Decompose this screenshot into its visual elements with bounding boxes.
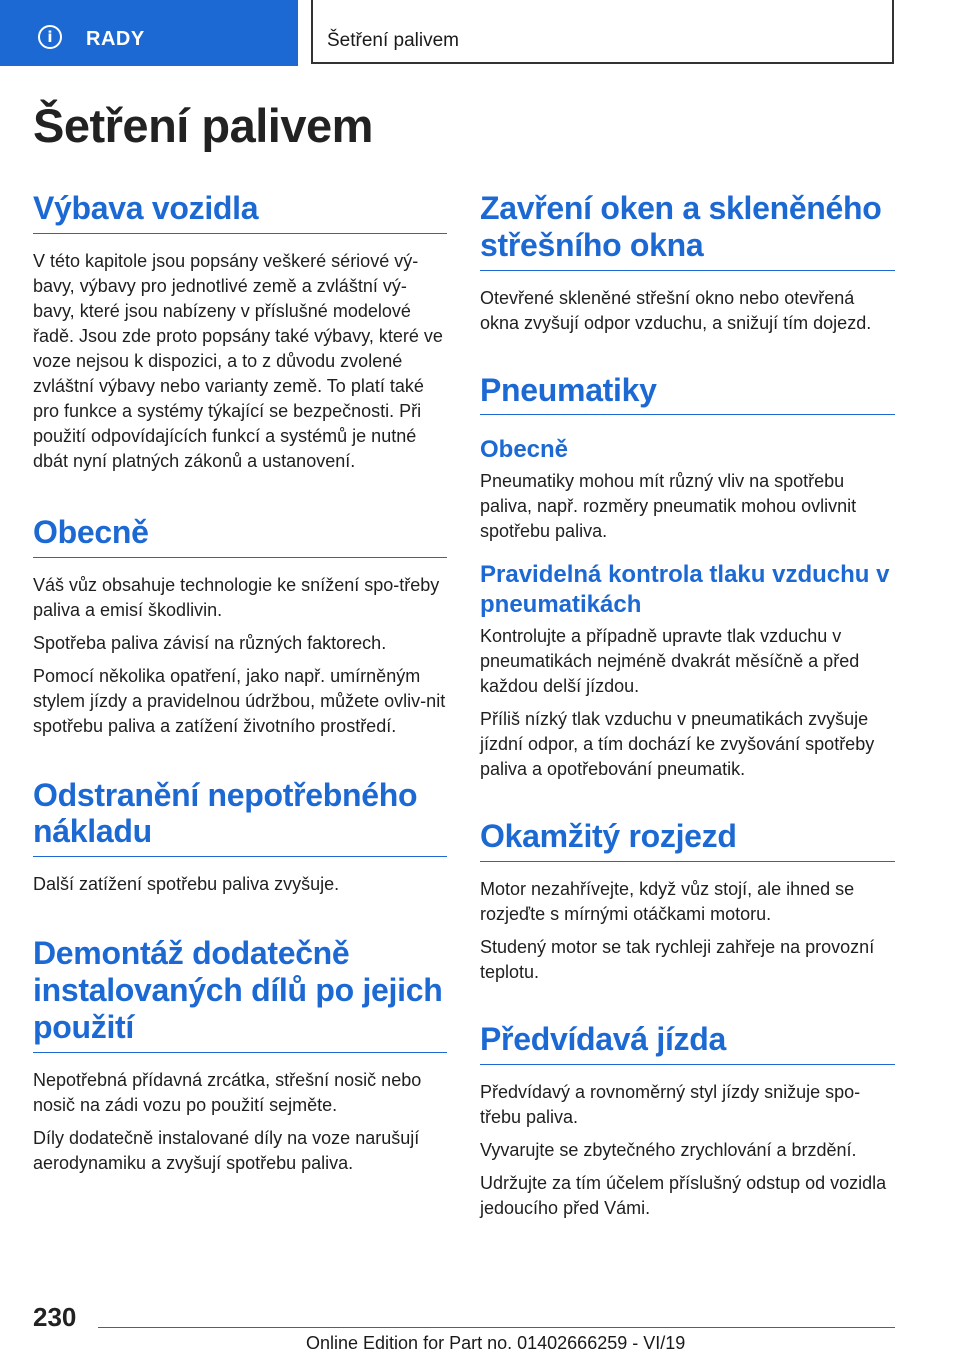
paragraph: Studený motor se tak rychleji zahřeje na provozní teplotu. — [480, 937, 875, 983]
left-column — [33, 190, 447, 1176]
section-title-box — [311, 0, 894, 64]
paragraph: Další zatížení spotřebu paliva zvyšuje. — [33, 874, 340, 895]
heading-okamzity-rozjezd: Okamžitý rozjezd — [480, 818, 895, 862]
paragraph: Předvídavý a rovnoměrný styl jízdy snižuje spo-třebu paliva. — [480, 1081, 861, 1127]
paragraph: Příliš nízký tlak vzduchu v pneumatikách zvyšuje jízdní odpor, a tím dochází ke zvyšování spotřeby paliva a opotřebování pneumatik. — [480, 709, 875, 780]
page-title: Šetření palivem — [33, 99, 373, 152]
paragraph: Udržujte za tím účelem příslušný odstup od vozidla jedoucího před Vámi. — [480, 1172, 887, 1218]
paragraph: V této kapitole jsou popsány veškeré sériové vý-bavy, výbavy pro jednotlivé země a zvláštní vý-bavy, které jsou nabízeny v příslušné modelové řadě. Jsou zde proto popsány také výbavy, které ve voze nejsou k dispozici, a to z důvodu zvolené zvláštní výbavy nebo varianty země. To platí také pro funkce a systémy týkající se bezpečnosti. Při použití odpovídajících funkcí a systémů je nutné dbát nyní platných zákonů a ustanovení. — [33, 250, 443, 471]
paragraph: Díly dodatečně instalované díly na voze narušují aerodynamiku a zvyšují spotřebu paliva. — [33, 1127, 420, 1173]
paragraph: Otevřené skleněné střešní okno nebo otevřená okna zvyšují odpor vzduchu, a snižují tím dojezd. — [480, 287, 872, 333]
footer-edition-text: Online Edition for Part no. 01402666259 - VI/19 — [306, 1333, 686, 1353]
chapter-tab[interactable] — [0, 0, 298, 66]
paragraph: Spotřeba paliva závisí na různých faktorech. — [33, 632, 387, 653]
heading-demontaz-dilu: Demontáž dodatečně instalovaných dílů po jejich použití — [33, 935, 447, 1052]
right-column — [480, 190, 895, 1221]
subheading-kontrola-tlaku: Pravidelná kontrola tlaku vzduchu v pneumatikách — [480, 561, 890, 619]
info-icon: i — [38, 25, 62, 49]
heading-odstraneni-nakladu: Odstranění nepotřebného nákladu — [33, 777, 447, 858]
heading-zavreni-oken: Zavření oken a skleněného střešního okna — [480, 190, 895, 271]
page-number: 230 — [33, 1302, 77, 1332]
heading-predvidava-jizda: Předvídavá jízda — [480, 1021, 895, 1065]
heading-pneumatiky: Pneumatiky — [480, 372, 895, 416]
paragraph: Váš vůz obsahuje technologie ke snížení spo-třeby paliva a emisí škodlivin. — [33, 574, 440, 620]
paragraph: Kontrolujte a případně upravte tlak vzduchu v pneumatikách nejméně dvakrát měsíčně a před každou delší jízdou. — [480, 626, 860, 697]
paragraph: Motor nezahřívejte, když vůz stojí, ale ihned se rozjeďte s mírnými otáčkami motoru. — [480, 879, 855, 925]
section-title: Šetření palivem — [327, 30, 460, 51]
paragraph: Nepotřebná přídavná zrcátka, střešní nosič nebo nosič na zádi vozu po použití sejměte. — [33, 1069, 422, 1115]
heading-vybava-vozidla: Výbava vozidla — [33, 190, 447, 234]
paragraph: Pneumatiky mohou mít různý vliv na spotřebu paliva, např. rozměry pneumatik mohou ovlivnit spotřebu paliva. — [480, 471, 857, 542]
heading-obecne: Obecně — [33, 514, 447, 558]
paragraph: Vyvarujte se zbytečného zrychlování a brzdění. — [480, 1139, 857, 1160]
page-header — [0, 0, 960, 66]
paragraph: Pomocí několika opatření, jako např. umírněným stylem jízdy a pravidelnou údržbou, můžete ovliv-nit spotřebu paliva a zatížení životního prostředí. — [33, 665, 446, 736]
chapter-tab-label: RADY — [86, 28, 145, 50]
subheading-obecne: Obecně — [480, 436, 569, 464]
footer-divider — [98, 1327, 895, 1328]
